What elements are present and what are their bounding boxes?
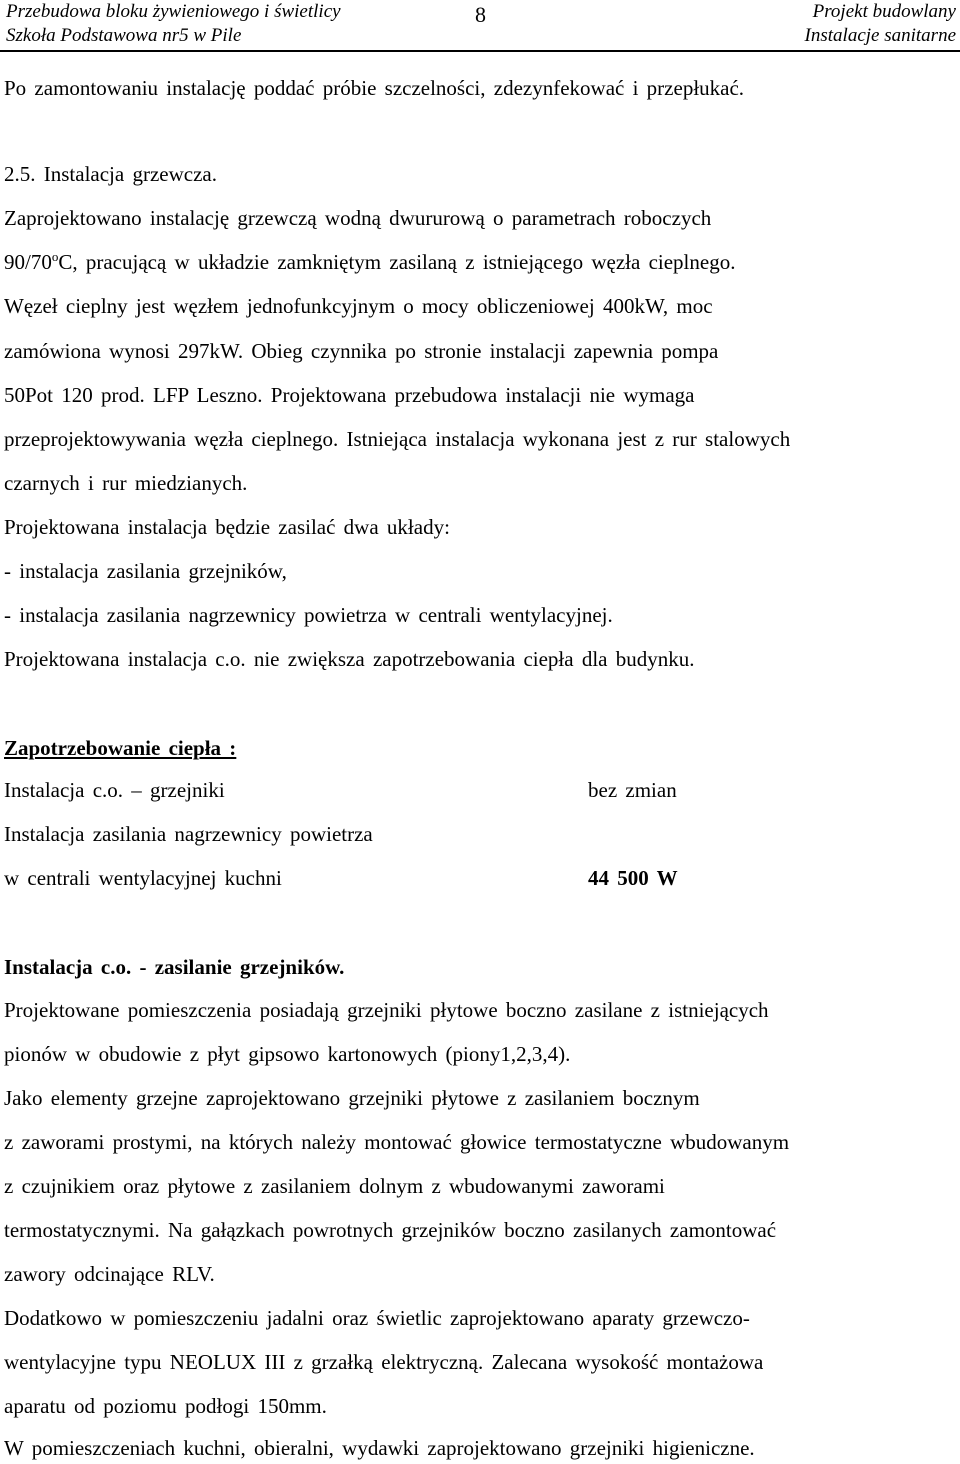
header-doc-type: Projekt budowlany xyxy=(812,1,956,22)
heat-demand-row-value: bez zmian xyxy=(588,778,677,802)
paragraph-text: C, pracującą w układzie zamkniętym zasilaną z istniejącego węzła cieplnego. xyxy=(58,250,736,274)
paragraph-line: Węzeł cieplny jest węzłem jednofunkcyjnym o mocy obliczeniowej 400kW, moc xyxy=(4,294,713,318)
paragraph-line: W pomieszczeniach kuchni, obieralni, wydawki zaprojektowano grzejniki higieniczne. xyxy=(4,1436,755,1460)
degree-superscript: o xyxy=(51,249,59,264)
paragraph-line: przeprojektowywania węzła cieplnego. Istniejąca instalacja wykonana jest z rur stalowych xyxy=(4,427,791,451)
paragraph-line: termostatycznymi. Na gałązkach powrotnych grzejników boczno zasilanych zamontować xyxy=(4,1218,777,1242)
header-right xyxy=(805,0,956,48)
temperature-value: 90/70 xyxy=(4,250,52,274)
paragraph-line: zamówiona wynosi 297kW. Obieg czynnika po stronie instalacji zapewnia pompa xyxy=(4,339,719,363)
list-item: - instalacja zasilania nagrzewnicy powietrza w centrali wentylacyjnej. xyxy=(4,603,613,627)
paragraph-line xyxy=(4,249,735,275)
header-project-title: Przebudowa bloku żywieniowego i świetlicy xyxy=(6,1,341,22)
page-number: 8 xyxy=(475,2,486,27)
header-divider xyxy=(0,50,960,52)
paragraph-line: 50Pot 120 prod. LFP Leszno. Projektowana przebudowa instalacji nie wymaga xyxy=(4,383,695,407)
paragraph-line: z zaworami prostymi, na których należy montować głowice termostatyczne wbudowanym xyxy=(4,1130,790,1154)
paragraph-line: Po zamontowaniu instalację poddać próbie szczelności, zdezynfekować i przepłukać. xyxy=(4,76,745,100)
heat-demand-row-label: w centrali wentylacyjnej kuchni xyxy=(4,866,282,890)
header-left xyxy=(6,0,341,48)
paragraph-line: Zaprojektowano instalację grzewczą wodną dwururową o parametrach roboczych xyxy=(4,206,712,230)
heat-demand-title: Zapotrzebowanie ciepła : xyxy=(4,736,237,760)
paragraph-line: z czujnikiem oraz płytowe z zasilaniem dolnym z wbudowanymi zaworami xyxy=(4,1174,665,1198)
paragraph-line: zawory odcinające RLV. xyxy=(4,1262,215,1286)
paragraph-line: pionów w obudowie z płyt gipsowo kartonowych (piony1,2,3,4). xyxy=(4,1042,571,1066)
heat-demand-row-label: Instalacja zasilania nagrzewnicy powietrza xyxy=(4,822,373,846)
heat-demand-row-value: 44 500 W xyxy=(588,866,678,890)
paragraph-line: Projektowana instalacja c.o. nie zwiększa zapotrzebowania ciepła dla budynku. xyxy=(4,647,695,671)
paragraph-line: Jako elementy grzejne zaprojektowano grzejniki płytowe z zasilaniem bocznym xyxy=(4,1086,700,1110)
paragraph-line: Projektowana instalacja będzie zasilać dwa układy: xyxy=(4,515,450,539)
header-discipline: Instalacje sanitarne xyxy=(804,25,956,46)
paragraph-line: Dodatkowo w pomieszczeniu jadalni oraz świetlic zaprojektowano aparaty grzewczo- xyxy=(4,1306,750,1330)
paragraph-line: aparatu od poziomu podłogi 150mm. xyxy=(4,1394,327,1418)
header-school-name: Szkoła Podstawowa nr5 w Pile xyxy=(6,25,242,46)
radiators-section-title: Instalacja c.o. - zasilanie grzejników. xyxy=(4,955,345,979)
paragraph-line: wentylacyjne typu NEOLUX III z grzałką elektryczną. Zalecana wysokość montażowa xyxy=(4,1350,764,1374)
heat-demand-row-label: Instalacja c.o. – grzejniki xyxy=(4,778,225,802)
paragraph-line: czarnych i rur miedzianych. xyxy=(4,471,248,495)
list-item: - instalacja zasilania grzejników, xyxy=(4,559,287,583)
paragraph-line: Projektowane pomieszczenia posiadają grzejniki płytowe boczno zasilane z istniejących xyxy=(4,998,769,1022)
section-title: 2.5. Instalacja grzewcza. xyxy=(4,162,217,186)
